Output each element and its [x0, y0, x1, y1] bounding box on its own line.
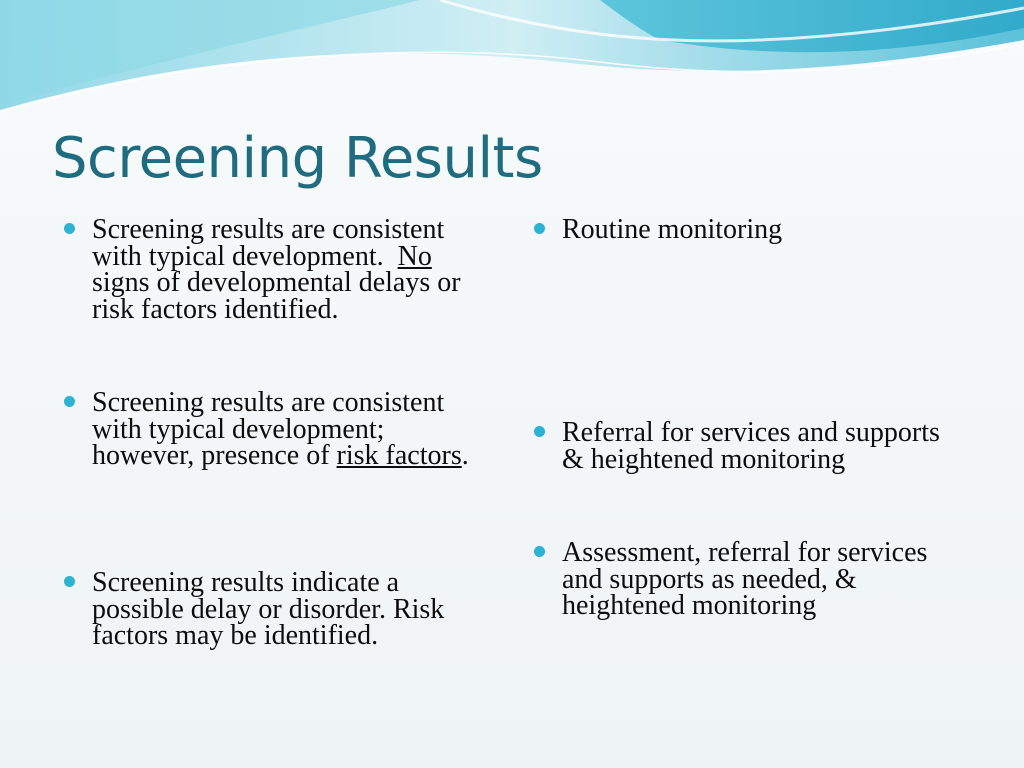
bullet-text-segment: signs of developmental delays or risk factors identified.: [92, 267, 461, 325]
bullet-text: [92, 214, 492, 325]
bullet-dot-icon: [534, 546, 545, 557]
bullet-text: [92, 567, 492, 651]
bullet-text: Routine monitoring: [562, 214, 783, 245]
bullet-dot-icon: [64, 396, 75, 407]
right-bullet-item: [562, 537, 962, 621]
decorative-wave-header: [0, 0, 1024, 130]
bullet-text: Assessment, referral for services and supports as needed, & heightened monitoring: [562, 537, 928, 621]
bullet-text-segment: Screening results indicate a possible delay or disorder. Risk factors may be identified.: [92, 567, 445, 651]
slide-title: Screening Results: [52, 126, 543, 191]
right-bullet-item: [562, 417, 962, 475]
left-bullet-item: [92, 567, 492, 651]
underlined-emphasis: No: [397, 240, 432, 272]
left-bullet-item: [92, 387, 492, 471]
bullet-text-segment: Screening results are consistent with typical development.: [92, 214, 445, 272]
bullet-text-segment: Screening results are consistent with typical development; however, presence of: [92, 387, 445, 471]
underlined-emphasis: risk factors: [336, 440, 462, 471]
bullet-dot-icon: [64, 223, 75, 234]
bullet-text-segment: .: [461, 440, 469, 471]
bullet-text: Referral for services and supports & heightened monitoring: [562, 417, 940, 475]
bullet-dot-icon: [534, 223, 545, 234]
bullet-dot-icon: [64, 576, 75, 587]
bullet-text: [92, 387, 492, 471]
bullet-dot-icon: [534, 426, 545, 437]
right-bullet-item: [562, 214, 962, 245]
left-bullet-item: [92, 214, 492, 325]
